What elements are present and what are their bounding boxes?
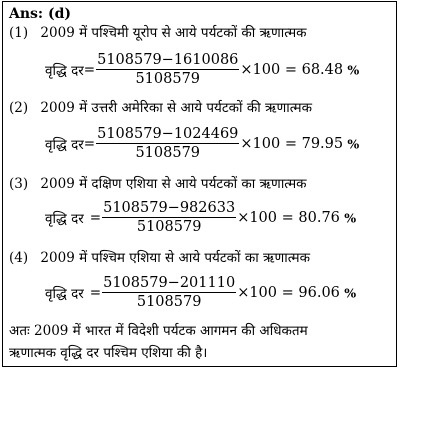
item-3-fraction: [102, 200, 236, 236]
item-4-result: ×100 = 96.06: [237, 285, 340, 301]
item-3-number: (3): [9, 176, 29, 192]
item-3-statement: [9, 175, 307, 193]
item-1-result: ×100 = 68.48: [240, 62, 344, 78]
item-2-percent: %: [347, 136, 360, 152]
item-1-equals: =: [83, 62, 96, 78]
item-3-denominator: 5108579: [136, 219, 202, 235]
conclusion-line-2: ऋणात्मक वृद्धि दर पश्चिम एशिया की है।: [9, 345, 208, 361]
item-2-formula: [45, 126, 359, 162]
item-1-number: (1): [9, 25, 29, 41]
item-2-equals: =: [83, 136, 96, 152]
item-3-percent: %: [344, 210, 357, 226]
item-4-formula: [45, 275, 356, 311]
item-1-numerator: 5108579−1610086: [97, 52, 239, 68]
item-4-equals: =: [89, 285, 102, 301]
item-1-formula: [45, 52, 359, 88]
item-4-text: 2009 में पश्चिम एशिया से आये पर्यटकों का ऋणात्मक: [40, 250, 310, 266]
item-2-result: ×100 = 79.95: [240, 136, 344, 152]
item-2-label: वृद्धि दर: [45, 137, 84, 153]
item-3-result: ×100 = 80.76: [237, 210, 340, 226]
item-1-label: वृद्धि दर: [45, 63, 84, 79]
item-4-statement: [9, 249, 310, 267]
conclusion-line-1: अतः 2009 में भारत में विदेशी पर्यटक आगमन की अधिकतम: [9, 323, 308, 339]
item-3-equals: =: [89, 210, 102, 226]
item-3-text: 2009 में दक्षिण एशिया से आये पर्यटकों का ऋणात्मक: [40, 176, 307, 192]
item-4-number: (4): [9, 250, 29, 266]
item-2-fraction: [96, 126, 239, 162]
item-1-denominator: 5108579: [135, 71, 201, 87]
item-2-number: (2): [9, 100, 29, 116]
item-2-statement: [9, 99, 312, 117]
item-4-denominator: 5108579: [136, 294, 202, 310]
item-4-percent: %: [344, 285, 357, 301]
item-3-label: वृद्धि दर: [45, 211, 84, 227]
item-3-formula: [45, 200, 356, 236]
item-1-percent: %: [347, 62, 360, 78]
item-2-denominator: 5108579: [135, 145, 201, 161]
item-4-fraction: [102, 275, 236, 311]
item-4-numerator: 5108579−201110: [103, 275, 236, 291]
item-1-text: 2009 में पश्चिमी यूरोप से आये पर्यटकों की ऋणात्मक: [40, 25, 307, 41]
item-2-text: 2009 में उत्तरी अमेरिका से आये पर्यटकों की ऋणात्मक: [40, 100, 312, 116]
item-1-fraction: [96, 52, 239, 88]
item-3-numerator: 5108579−982633: [103, 200, 236, 216]
item-1-statement: [9, 24, 307, 42]
item-2-numerator: 5108579−1024469: [97, 126, 239, 142]
item-4-label: वृद्धि दर: [45, 286, 84, 302]
answer-label: Ans: (d): [9, 6, 72, 22]
answer-box: [2, 1, 397, 367]
